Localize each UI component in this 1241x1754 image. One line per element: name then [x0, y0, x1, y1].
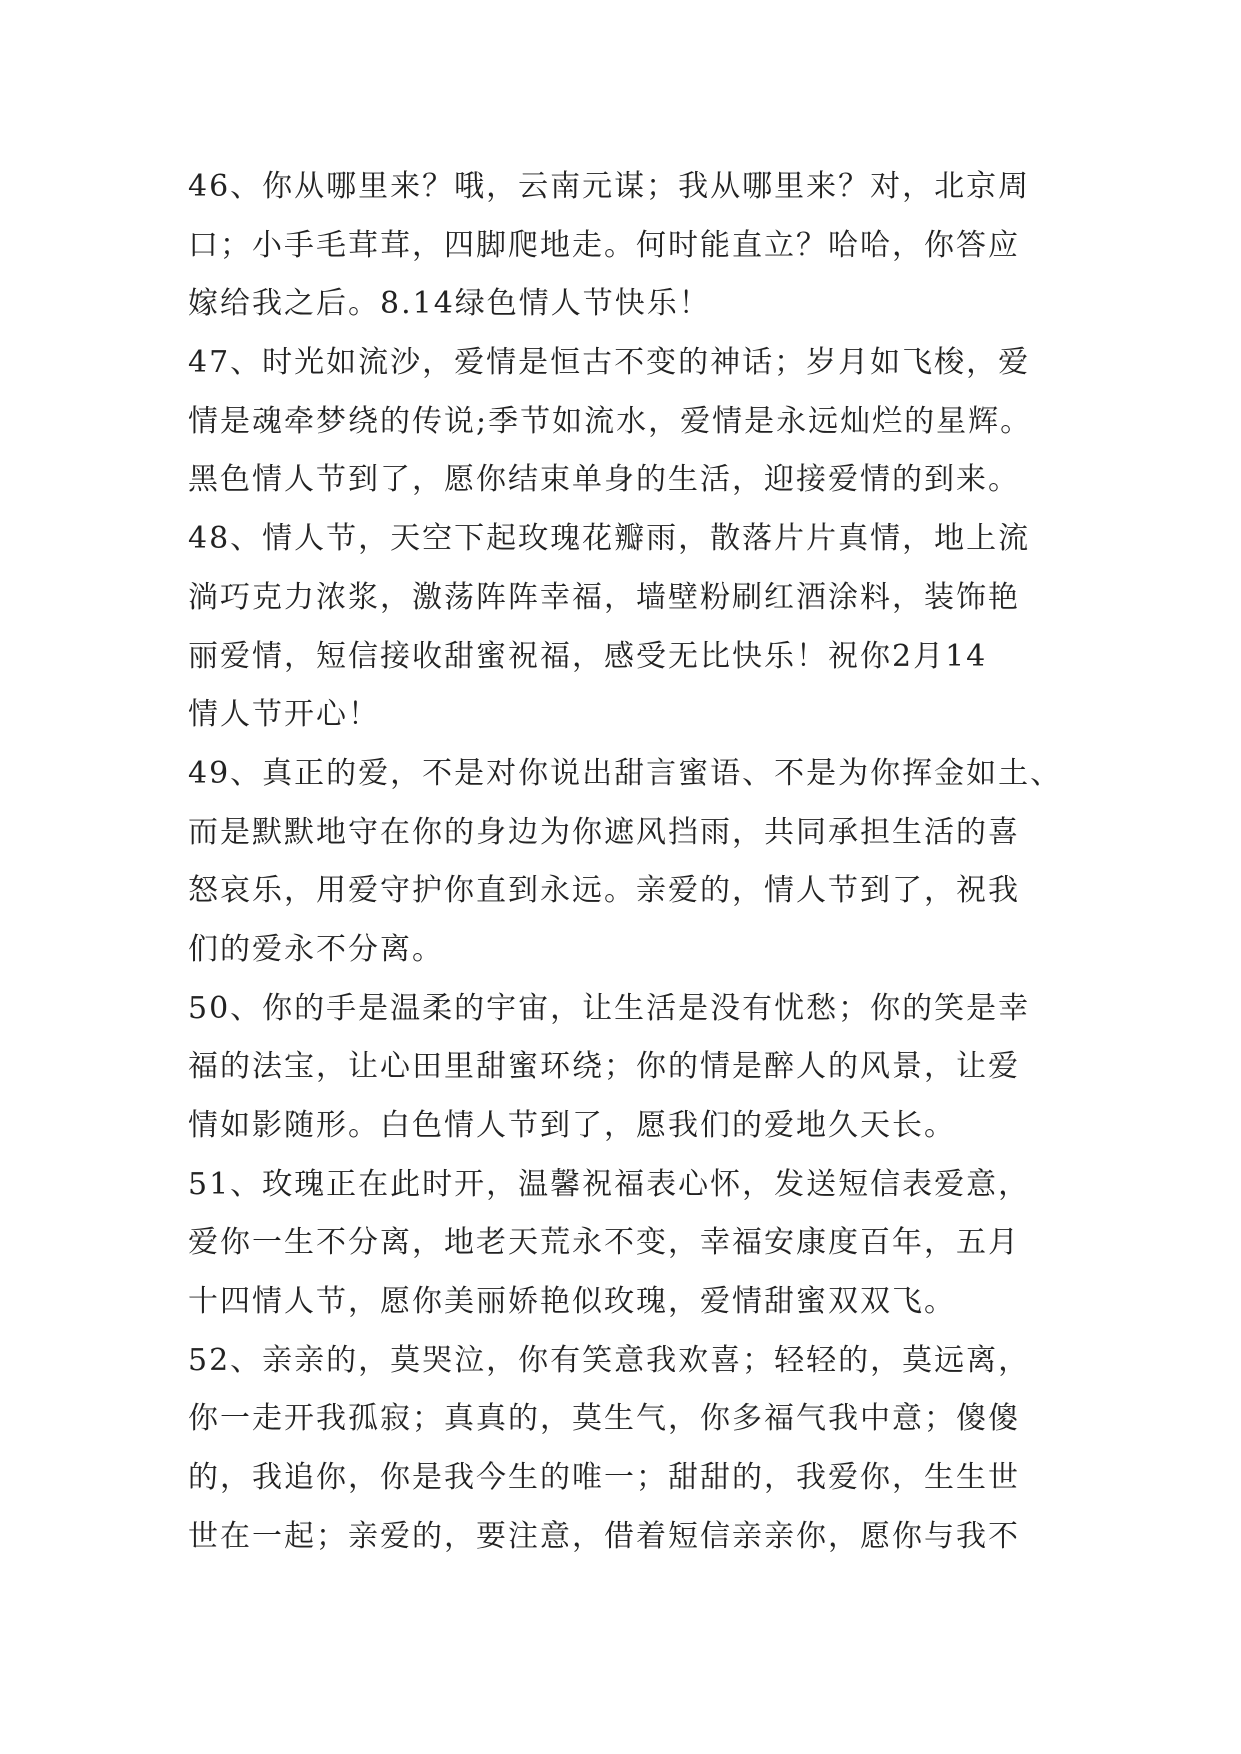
text-line: 福的法宝，让心田里甜蜜环绕；你的情是醉人的风景，让爱: [188, 1049, 1020, 1085]
text-line: 情人节开心！: [188, 697, 380, 733]
text-line: 口；小手毛茸茸，四脚爬地走。何时能直立？哈哈，你答应: [188, 227, 1020, 263]
text-line: 十四情人节，愿你美丽娇艳似玫瑰，爱情甜蜜双双飞。: [188, 1284, 956, 1320]
text-line: 们的爱永不分离。: [188, 931, 444, 967]
text-line: 而是默默地守在你的身边为你遮风挡雨，共同承担生活的喜: [188, 814, 1020, 850]
text-line: 情如影随形。白色情人节到了，愿我们的爱地久天长。: [188, 1108, 956, 1143]
text-line: 48、情人节，天空下起玫瑰花瓣雨，散落片片真情，地上流: [188, 521, 1031, 557]
text-line: 淌巧克力浓浆，激荡阵阵幸福，墙壁粉刷红酒涂料，装饰艳: [188, 579, 1020, 615]
text-line: 47、时光如流沙，爱情是恒古不变的神话；岁月如飞梭，爱: [188, 345, 1031, 381]
text-line: 49、真正的爱，不是对你说出甜言蜜语、不是为你挥金如土、: [188, 755, 1063, 791]
text-line: 丽爱情，短信接收甜蜜祝福，感受无比快乐！祝你2月14: [188, 638, 988, 674]
text-line: 嫁给我之后。8.14绿色情人节快乐！: [188, 286, 711, 322]
text-line: 怒哀乐，用爱守护你直到永远。亲爱的，情人节到了，祝我: [188, 873, 1020, 909]
text-line: 情是魂牵梦绕的传说;季节如流水，爱情是永远灿烂的星辉。: [188, 403, 1033, 439]
text-line: 50、你的手是温柔的宇宙，让生活是没有忧愁；你的笑是幸: [188, 990, 1031, 1026]
text-line: 52、亲亲的，莫哭泣，你有笑意我欢喜；轻轻的，莫远离，: [188, 1342, 1031, 1378]
text-line: 世在一起；亲爱的，要注意，借着短信亲亲你，愿你与我不: [188, 1518, 1020, 1554]
text-line: 你一走开我孤寂；真真的，莫生气，你多福气我中意；傻傻: [188, 1401, 1020, 1437]
text-line: 46、你从哪里来？哦，云南元谋；我从哪里来？对，北京周: [188, 169, 1031, 204]
text-line: 黑色情人节到了，愿你结束单身的生活，迎接爱情的到来。: [188, 462, 1020, 498]
text-line: 的，我追你，你是我今生的唯一；甜甜的，我爱你，生生世: [188, 1460, 1020, 1496]
text-line: 51、玫瑰正在此时开，温馨祝福表心怀，发送短信表爱意，: [188, 1166, 1031, 1202]
text-line: 爱你一生不分离，地老天荒永不变，幸福安康度百年，五月: [188, 1225, 1020, 1261]
body-text: [188, 158, 1068, 1567]
